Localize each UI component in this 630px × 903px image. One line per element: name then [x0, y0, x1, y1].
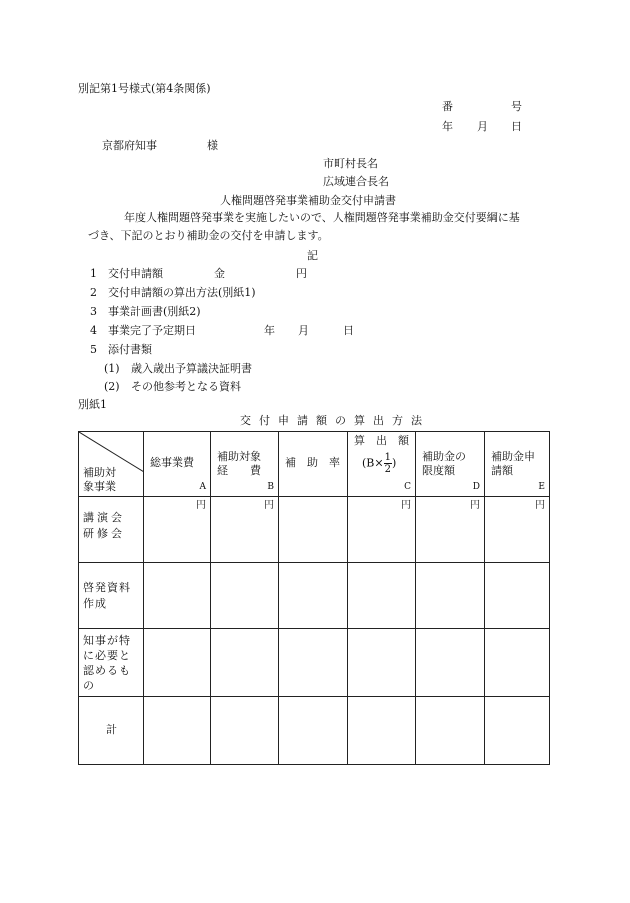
row-label-line2: 作成 [83, 597, 107, 610]
cell-requested-amount[interactable] [485, 497, 550, 563]
header-total-cost-label: 総事業費 [150, 456, 194, 469]
cell-subsidy-limit[interactable] [416, 629, 485, 697]
header-calculated-amount [348, 432, 416, 497]
cell-eligible-cost[interactable] [211, 497, 279, 563]
fraction-denominator: 2 [384, 464, 391, 475]
corner-label-line1: 補助対 [83, 466, 116, 479]
form-number: 別記第1号様式(第4条関係) [78, 82, 211, 95]
header-eligible-cost-line2: 経 費 [217, 464, 261, 477]
row-label-line3: 認めるも [83, 664, 131, 677]
yen-unit: 円 [401, 500, 411, 511]
row-label-total: 計 [106, 723, 120, 736]
ki-heading: 記 [307, 249, 318, 262]
item-1-kin: 金 [214, 267, 225, 280]
cell-requested-amount[interactable] [485, 563, 550, 629]
yen-unit: 円 [264, 500, 274, 511]
cell-total-cost[interactable] [144, 497, 211, 563]
corner-cell [79, 432, 144, 497]
item-1-number: 1 [90, 267, 97, 280]
cell-total-cost[interactable] [144, 629, 211, 697]
cell-subsidy-rate[interactable] [279, 497, 348, 563]
cell-calculated-amount[interactable] [348, 629, 416, 697]
subitem-1-number: (1) [104, 362, 120, 375]
table-row-governor-deems [79, 629, 550, 697]
fraction [384, 452, 392, 475]
addressee-honorific: 様 [207, 139, 218, 152]
cell-total-cost[interactable] [144, 697, 211, 765]
cell-calculated-amount[interactable] [348, 697, 416, 765]
header-calculated-amount-label: 算 出 額 [354, 434, 409, 447]
yen-unit: 円 [196, 500, 206, 511]
calculation-table [78, 431, 550, 765]
item-4-month: 月 [298, 324, 309, 337]
number-label: 番 [442, 100, 453, 113]
table-row-materials [79, 563, 550, 629]
item-5-number: 5 [90, 343, 97, 356]
yen-unit: 円 [535, 500, 545, 511]
applicant-union: 広域連合長名 [323, 175, 389, 188]
header-subsidy-rate [279, 432, 348, 497]
item-5-label: 添付書類 [108, 343, 152, 356]
body-text-line2: づき、下記のとおり補助金の交付を申請します。 [88, 229, 329, 242]
table-title: 交付申請額の算出方法 [240, 414, 430, 427]
header-requested-amount [485, 432, 550, 497]
date-day: 日 [511, 120, 522, 133]
cell-requested-amount[interactable] [485, 629, 550, 697]
item-4-year: 年 [264, 324, 275, 337]
date-month: 月 [477, 120, 488, 133]
item-4-day: 日 [343, 324, 354, 337]
date-year: 年 [442, 120, 453, 133]
row-label-cell [79, 629, 144, 697]
cell-subsidy-rate[interactable] [279, 563, 348, 629]
subitem-1-label: 歳入歳出予算議決証明書 [131, 362, 252, 375]
number-suffix: 号 [511, 100, 522, 113]
cell-calculated-amount[interactable] [348, 563, 416, 629]
formula-suffix: ) [391, 456, 397, 470]
cell-eligible-cost[interactable] [211, 629, 279, 697]
item-4-label: 事業完了予定期日 [108, 324, 196, 337]
subitem-2-number: (2) [104, 380, 120, 393]
cell-total-cost[interactable] [144, 563, 211, 629]
cell-subsidy-limit[interactable] [416, 497, 485, 563]
header-total-cost [144, 432, 211, 497]
header-letter-c: C [404, 482, 411, 492]
row-label-cell [79, 563, 144, 629]
header-requested-amount-line2: 請額 [491, 464, 513, 477]
header-subsidy-limit [416, 432, 485, 497]
cell-eligible-cost[interactable] [211, 563, 279, 629]
yen-unit: 円 [470, 500, 480, 511]
cell-calculated-amount[interactable] [348, 497, 416, 563]
cell-subsidy-limit[interactable] [416, 563, 485, 629]
row-label-line1: 知事が特 [83, 634, 131, 647]
formula-prefix: (B× [362, 456, 384, 470]
header-requested-amount-line1: 補助金申 [491, 450, 535, 463]
applicant-municipality: 市町村長名 [323, 157, 378, 170]
item-2-label: 交付申請額の算出方法(別紙1) [108, 286, 256, 299]
row-label-cell [79, 497, 144, 563]
header-letter-a: A [199, 482, 206, 492]
header-letter-e: E [538, 482, 545, 492]
addressee-name: 京都府知事 [102, 139, 157, 152]
header-eligible-cost [211, 432, 279, 497]
cell-subsidy-rate[interactable] [279, 697, 348, 765]
fraction-numerator: 1 [384, 452, 391, 463]
subitem-2-label: その他参考となる資料 [131, 380, 241, 393]
header-subsidy-limit-line2: 限度額 [422, 464, 455, 477]
formula [362, 452, 396, 475]
cell-requested-amount[interactable] [485, 697, 550, 765]
attachment-label: 別紙1 [78, 398, 107, 411]
header-letter-b: B [267, 482, 274, 492]
row-label-line2: 研修会 [83, 527, 125, 540]
row-label-line1: 講演会 [83, 511, 125, 524]
header-subsidy-limit-line1: 補助金の [422, 450, 466, 463]
header-eligible-cost-line1: 補助対象 [217, 450, 261, 463]
row-label-line1: 啓発資料 [83, 581, 131, 594]
row-label-line2: に必要と [83, 649, 131, 662]
table-row-total [79, 697, 550, 765]
header-subsidy-rate-label: 補 助 率 [285, 456, 340, 469]
item-2-number: 2 [90, 286, 97, 299]
document-title: 人権問題啓発事業補助金交付申請書 [220, 194, 396, 207]
item-3-number: 3 [90, 305, 97, 318]
cell-subsidy-limit[interactable] [416, 697, 485, 765]
item-1-yen: 円 [296, 267, 307, 280]
body-text-line1: 年度人権問題啓発事業を実施したいので、人権問題啓発事業補助金交付要綱に基 [124, 211, 520, 224]
row-label-line4: の [83, 679, 95, 692]
corner-label-line2: 象事業 [83, 480, 116, 493]
cell-eligible-cost[interactable] [211, 697, 279, 765]
header-letter-d: D [472, 482, 480, 492]
item-3-label: 事業計画書(別紙2) [108, 305, 201, 318]
table-row-lectures [79, 497, 550, 563]
cell-subsidy-rate[interactable] [279, 629, 348, 697]
item-1-label: 交付申請額 [108, 267, 163, 280]
table-header-row [79, 432, 550, 497]
row-label-cell [79, 697, 144, 765]
item-4-number: 4 [90, 324, 97, 337]
